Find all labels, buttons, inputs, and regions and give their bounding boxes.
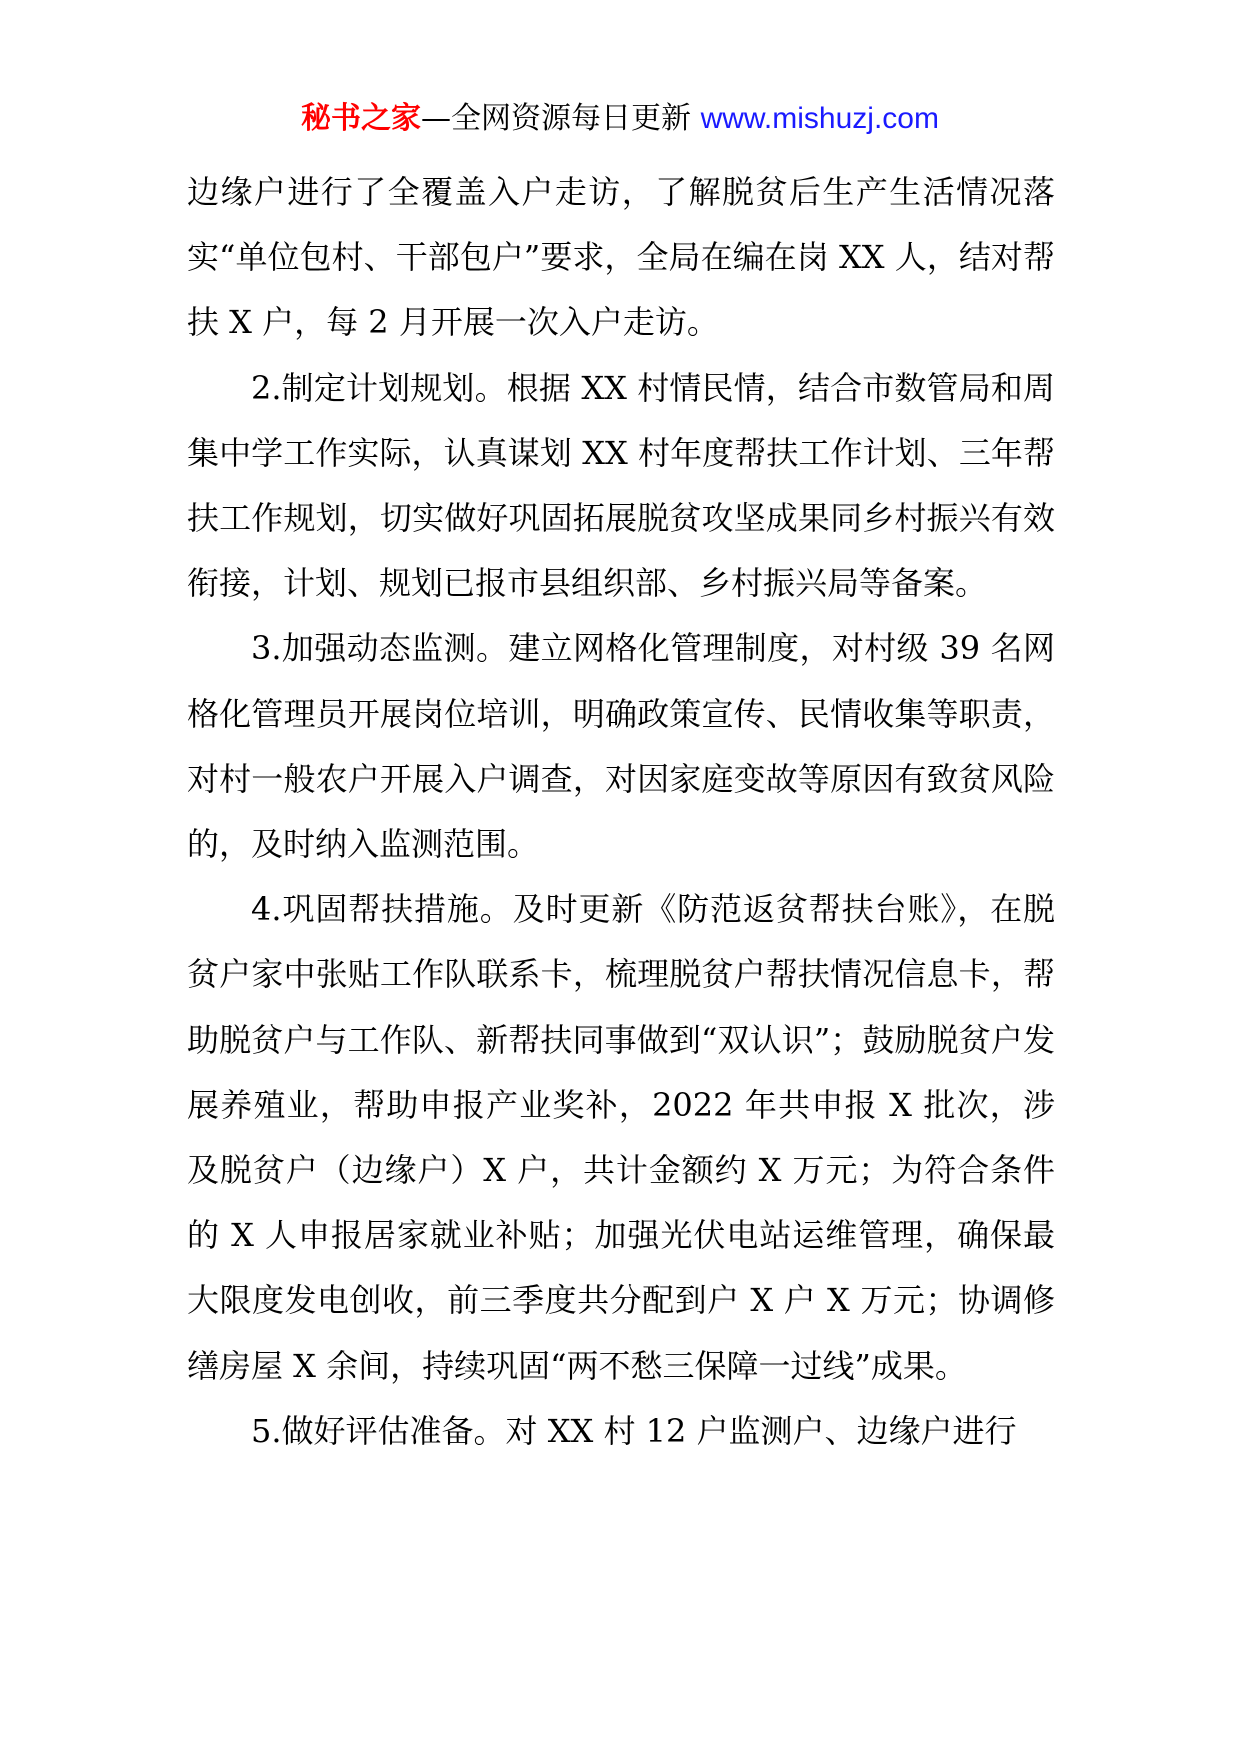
document-body (187, 160, 1055, 1464)
header-tagline: —全网资源每日更新 (421, 101, 701, 136)
brand-name: 秘书之家 (301, 101, 422, 136)
paragraph-monitoring: 3.加强动态监测。建立网格化管理制度，对村级 39 名网格化管理员开展岗位培训，明确政策宣传、民情收集等职责，对村一般农户开展入户调查，对因家庭变故等原因有致贫风险的，及时纳入监测范围。 (187, 629, 1055, 864)
site-header (0, 98, 1240, 140)
paragraph-continued: 边缘户进行了全覆盖入户走访，了解脱贫后生产生活情况落实“单位包村、干部包户”要求，全局在编在岗 XX 人，结对帮扶 X 户，每 2 月开展一次入户走访。 (187, 173, 1055, 342)
paragraph-measures: 4.巩固帮扶措施。及时更新《防范返贫帮扶台账》，在脱贫户家中张贴工作队联系卡，梳理脱贫户帮扶情况信息卡，帮助脱贫户与工作队、新帮扶同事做到“双认识”；鼓励脱贫户发展养殖业，帮助申报产业奖补，2022 年共申报 X 批次，涉及脱贫户（边缘户）X 户，共计金额约 X 万元；为符合条件的 X 人申报居家就业补贴；加强光伏电站运维管理，确保最大限度发电创收，前三季度共分配到户 X 户 X 万元；协调修缮房屋 X 余间，持续巩固“两不愁三保障一过线”成果。 (187, 890, 1055, 1385)
paragraph-evaluation: 5.做好评估准备。对 XX 村 12 户监测户、边缘户进行 (251, 1411, 1017, 1450)
site-url-link[interactable]: www.mishuzj.com (700, 102, 939, 135)
paragraph-plan: 2.制定计划规划。根据 XX 村情民情，结合市数管局和周集中学工作实际，认真谋划 XX 村年度帮扶工作计划、三年帮扶工作规划，切实做好巩固拓展脱贫攻坚成果同乡村振兴有效衔接，计划、规划已报市县组织部、乡村振兴局等备案。 (187, 368, 1055, 603)
